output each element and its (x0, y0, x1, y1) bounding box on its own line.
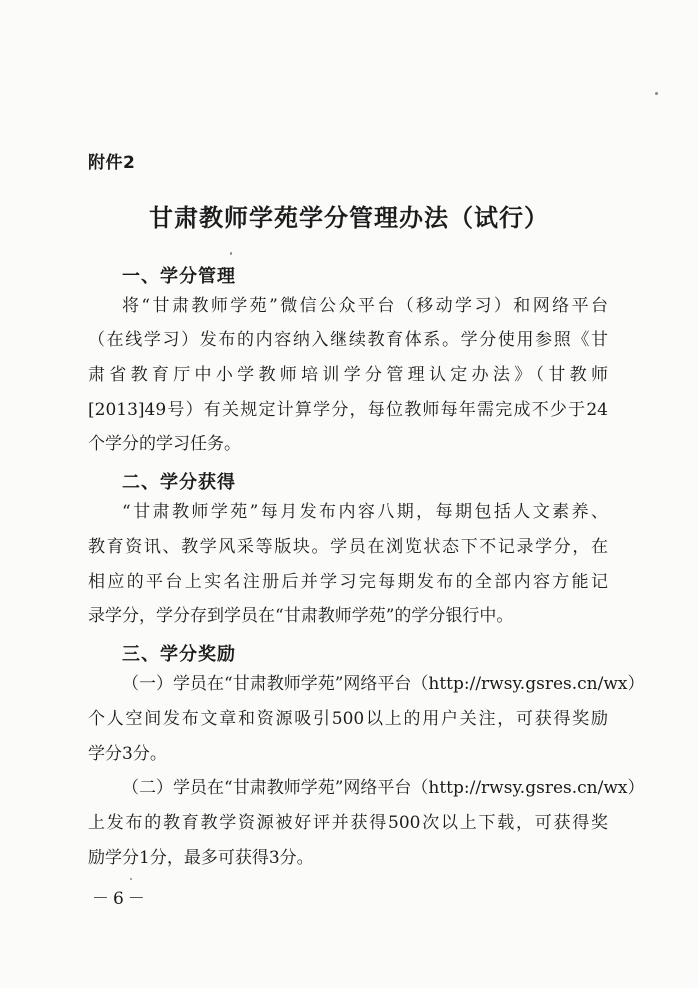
section1-heading: 一、学分管理 (122, 266, 236, 287)
section1-line-4: [2013]49号）有关规定计算学分，每位教师每年需完成不少于24 (88, 400, 608, 420)
section1-line-1: 将“甘肃教师学苑”微信公众平台（移动学习）和网络平台 (122, 296, 608, 316)
section2-heading: 二、学分获得 (122, 472, 236, 493)
document-title: 甘肃教师学苑学分管理办法（试行） (149, 203, 549, 232)
section1-line-2: （在线学习）发布的内容纳入继续教育体系。学分使用参照《甘 (88, 330, 608, 350)
attachment-label: 附件2 (88, 153, 136, 173)
section3-item1-line-1: （一）学员在“甘肃教师学苑”网络平台（http://rwsy.gsres.cn/wx） (122, 674, 645, 694)
section3-item1-line-2: 个人空间发布文章和资源吸引500以上的用户关注，可获得奖励 (88, 709, 608, 729)
section3-item2-line-1: （二）学员在“甘肃教师学苑”网络平台（http://rwsy.gsres.cn/wx） (122, 778, 645, 798)
scan-speck (230, 252, 232, 255)
section2-line-3: 相应的平台上实名注册后并学习完每期发布的全部内容方能记 (88, 572, 608, 592)
section3-item2-line-3: 励学分1分，最多可获得3分。 (88, 848, 314, 868)
scan-speck (655, 92, 658, 95)
section2-line-1: “甘肃教师学苑”每月发布内容八期，每期包括人文素养、 (122, 502, 608, 522)
section1-line-3: 肃省教育厅中小学教师培训学分管理认定办法》（甘教师 (88, 365, 608, 385)
section3-item2-line-2: 上发布的教育教学资源被好评并获得500次以上下载，可获得奖 (88, 813, 608, 833)
section3-heading: 三、学分奖励 (122, 644, 236, 665)
section2-line-2: 教育资讯、教学风采等版块。学员在浏览状态下不记录学分，在 (88, 537, 608, 557)
section3-item1-line-3: 学分3分。 (88, 744, 167, 764)
page-number: －6－ (92, 889, 149, 909)
scan-speck (130, 878, 132, 880)
section2-line-4: 录学分，学分存到学员在“甘肃教师学苑”的学分银行中。 (88, 606, 514, 626)
section1-line-5: 个学分的学习任务。 (88, 434, 241, 454)
